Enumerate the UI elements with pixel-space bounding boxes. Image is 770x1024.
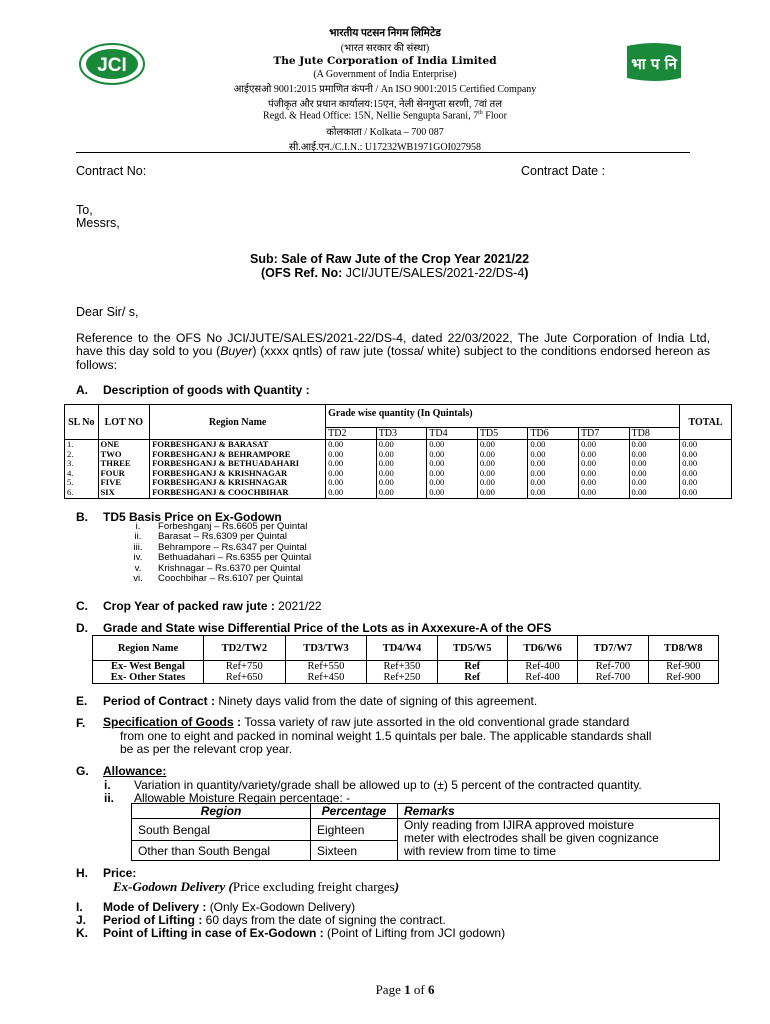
quantity-cell: 0.00	[578, 459, 629, 469]
hindi-govt-line: (भारत सरकार की संस्था)	[340, 43, 430, 54]
period-of-contract-text: Ninety days valid from the date of signing of this agreement.	[218, 694, 538, 708]
quantity-region: FORBESHGANJ & KRISHNAGAR	[150, 478, 326, 488]
diff-cell: Ref-700	[578, 661, 648, 673]
messrs-line: Messrs,	[76, 216, 120, 230]
quantity-cell: 0.00	[376, 450, 427, 460]
section-f-title: Specification of Goods	[103, 715, 234, 729]
quantity-lot: FOUR	[98, 469, 150, 479]
office-hindi: पंजीकृत और प्रधान कार्यालय:15एन, नेली सेनगुप्ता सरणी, 7वां तल	[268, 99, 502, 110]
section-h-letter: H.	[76, 866, 88, 880]
quantity-cell: 0.00	[427, 459, 478, 469]
quantity-cell: 0.00	[578, 488, 629, 498]
diff-header-3: TD4/W4	[367, 636, 437, 661]
grade-header-td6: TD6	[528, 428, 579, 440]
quantity-region: FORBESHGANJ & BETHUADAHARI	[150, 459, 326, 469]
quantity-region: FORBESHGANJ & KRISHNAGAR	[150, 469, 326, 479]
moisture-percentage-header: Percentage	[311, 804, 398, 819]
iso-english: / An ISO 9001:2015 Certified Company	[372, 84, 537, 95]
quantity-cell: 0.00	[629, 478, 680, 488]
diff-region: Ex- Other States	[93, 672, 204, 684]
quantity-lot: TWO	[98, 450, 150, 460]
remarks-line-2: meter with electrodes shall be given cognizance	[404, 831, 659, 845]
section-c-line	[103, 599, 322, 613]
diff-header-4: TD5/W5	[437, 636, 507, 661]
section-g-title: Allowance:	[103, 764, 167, 778]
hindi-company-name: भारतीय पटसन निगम लिमिटेड	[329, 28, 441, 39]
diff-cell: Ref-900	[648, 672, 718, 684]
jci-logo-text: JCI	[97, 55, 127, 76]
period-of-lifting-text: 60 days from the date of signing the contract.	[205, 913, 446, 927]
quantity-cell: 0.00	[528, 469, 579, 479]
quantity-cell: 0.00	[629, 469, 680, 479]
diff-cell: Ref+350	[367, 661, 437, 673]
section-i-title: Mode of Delivery :	[103, 900, 210, 914]
quantity-sl: 1.	[65, 440, 99, 450]
enterprise-line: (A Government of India Enterprise)	[313, 69, 457, 80]
quantity-cell: 0.00	[376, 478, 427, 488]
reference-text-1: Reference to the OFS No JCI/JUTE/SALES/2021-22/DS-4, dated 22/03/2022, The Jute Corporation of India Ltd, have this day sold to you (	[76, 331, 710, 359]
subject-line-1: Sub: Sale of Raw Jute of the Crop Year 2021/22	[250, 252, 530, 266]
moisture-region-other: Other than South Bengal	[132, 841, 311, 861]
section-a-title: Description of goods with Quantity :	[103, 383, 310, 397]
ofs-ref-value: JCI/JUTE/SALES/2021-22/DS-4	[345, 266, 525, 280]
diff-header-5: TD6/W6	[507, 636, 577, 661]
section-d-title: Grade and State wise Differential Price of the Lots as in Axxexure-A of the OFS	[103, 621, 552, 635]
grade-header-td8: TD8	[629, 428, 680, 440]
iso-line	[0, 81, 770, 95]
td5-price-text: Bethuadahari – Rs.6355 per Quintal	[158, 552, 312, 564]
quantity-cell: 0.00	[427, 488, 478, 498]
section-c-title: Crop Year of packed raw jute :	[103, 599, 279, 613]
diff-row	[93, 672, 719, 684]
quantity-cell: 0.00	[326, 459, 377, 469]
td5-price-text: Krishnagar – Rs.6370 per Quintal	[158, 562, 301, 574]
remarks-line-1: Only reading from IJIRA approved moisture	[404, 818, 635, 832]
diff-header-6: TD7/W7	[578, 636, 648, 661]
diff-cell: Ref-700	[578, 672, 648, 684]
quantity-cell: 0.00	[528, 478, 579, 488]
quantity-total: 0.00	[680, 450, 732, 460]
spec-line-2: from one to eight and packed in nominal weight 1.5 quintals per bale. The applicable standards shall	[120, 728, 652, 743]
moisture-region-south-bengal: South Bengal	[132, 819, 311, 841]
page-footer	[0, 982, 770, 998]
diff-header-7: TD8/W8	[648, 636, 718, 661]
quantity-cell: 0.00	[376, 488, 427, 498]
quantity-cell: 0.00	[528, 450, 579, 460]
quantity-cell: 0.00	[326, 478, 377, 488]
section-f-letter: F.	[76, 716, 86, 730]
td5-price-text: Forbeshganj – Rs.6605 per Quintal	[158, 521, 308, 532]
quantity-lot: THREE	[98, 459, 150, 469]
td5-price-text: Barasat – Rs.6309 per Quintal	[158, 531, 288, 543]
grade-quantity-header: Grade wise quantity (In Quintals)	[326, 405, 680, 428]
quantity-region: FORBESHGANJ & BEHRAMPORE	[150, 450, 326, 460]
differential-price-table	[92, 635, 719, 684]
quantity-cell: 0.00	[629, 488, 680, 498]
quantity-cell: 0.00	[477, 478, 528, 488]
section-j-title: Period of Lifting :	[103, 913, 206, 927]
allowance-ii-text: Allowable Moisture Regain percentage: -	[134, 791, 351, 805]
td5-price-text: Coochbihar – Rs.6107 per Quintal	[158, 573, 304, 585]
col-sl-header: SL No	[65, 405, 99, 440]
ex-godown-line	[113, 879, 399, 895]
moisture-pct-other: Sixteen	[311, 841, 398, 861]
td5-price-num: iv.	[133, 552, 143, 564]
section-d-letter: D.	[76, 621, 88, 635]
quantity-cell: 0.00	[629, 440, 680, 450]
quantity-lot: ONE	[98, 440, 150, 450]
to-line: To,	[76, 203, 93, 217]
td5-price-item	[118, 574, 311, 584]
salutation: Dear Sir/ s,	[76, 305, 139, 319]
quantity-cell: 0.00	[427, 478, 478, 488]
grade-header-td5: TD5	[477, 428, 528, 440]
td5-price-num: i.	[135, 521, 141, 532]
quantity-region: FORBESHGANJ & COOCHBIHAR	[150, 488, 326, 498]
allowance-i-num: i.	[104, 778, 111, 792]
section-k-title: Point of Lifting in case of Ex-Godown :	[103, 926, 327, 940]
moisture-pct-south-bengal: Eighteen	[311, 819, 398, 841]
diff-cell: Ref-400	[507, 661, 577, 673]
section-h-title: Price:	[103, 866, 137, 880]
quantity-total: 0.00	[680, 440, 732, 450]
diff-cell: Ref+750	[204, 661, 286, 673]
td5-price-list	[118, 522, 311, 584]
section-i-letter: I.	[76, 900, 83, 914]
quantity-cell: 0.00	[477, 469, 528, 479]
diff-cell: Ref	[437, 661, 507, 673]
quantity-cell: 0.00	[629, 459, 680, 469]
quantity-cell: 0.00	[376, 459, 427, 469]
diff-cell: Ref+650	[204, 672, 286, 684]
quantity-lot: SIX	[98, 488, 150, 498]
section-e-line	[103, 694, 537, 708]
td5-price-num: v.	[134, 562, 142, 574]
diff-cell: Ref-400	[507, 672, 577, 684]
spec-line-1: Tossa variety of raw jute assorted in the old conventional grade standard	[244, 715, 630, 729]
grade-header-td2: TD2	[326, 428, 377, 440]
diff-header-2: TD3/TW3	[285, 636, 367, 661]
buyer-word: Buyer	[220, 344, 253, 359]
quantity-cell: 0.00	[477, 488, 528, 498]
quantity-cell: 0.00	[528, 488, 579, 498]
section-c-letter: C.	[76, 599, 88, 613]
office-sup: th	[478, 110, 483, 116]
quantity-region: FORBESHGANJ & BARASAT	[150, 440, 326, 450]
section-k-line	[103, 926, 505, 940]
point-of-lifting-text: (Point of Lifting from JCI godown)	[327, 926, 506, 940]
quantity-cell: 0.00	[477, 450, 528, 460]
section-b-title: TD5 Basis Price on Ex-Godown	[103, 510, 282, 524]
quantity-cell: 0.00	[326, 440, 377, 450]
quantity-cell: 0.00	[427, 469, 478, 479]
quantity-total: 0.00	[680, 469, 732, 479]
quantity-cell: 0.00	[477, 459, 528, 469]
bhapni-logo-text: भा प नि	[631, 55, 677, 73]
contract-no-label: Contract No:	[76, 164, 147, 178]
allowance-i-text: Variation in quantity/variety/grade shall be allowed up to (±) 5 percent of the contracted quantity.	[134, 778, 642, 792]
section-e-letter: E.	[76, 694, 88, 708]
iso-hindi: आईएसओ 9001:2015 प्रमाणित कंपनी	[233, 84, 373, 95]
moisture-remarks-header: Remarks	[398, 804, 720, 819]
diff-region: Ex- West Bengal	[93, 661, 204, 673]
quantity-cell: 0.00	[427, 450, 478, 460]
section-a-letter: A.	[76, 383, 88, 397]
quantity-total: 0.00	[680, 459, 732, 469]
quantity-total: 0.00	[680, 488, 732, 498]
quantity-sl: 5.	[65, 478, 99, 488]
section-f-body	[103, 716, 743, 757]
quantity-cell: 0.00	[427, 440, 478, 450]
spec-line-3: be as per the relevant crop year.	[120, 742, 293, 756]
quantity-cell: 0.00	[326, 469, 377, 479]
section-g-letter: G.	[76, 764, 89, 778]
quantity-cell: 0.00	[477, 440, 528, 450]
quantity-cell: 0.00	[578, 478, 629, 488]
crop-year-value: 2021/22	[278, 599, 322, 613]
moisture-region-header: Region	[132, 804, 311, 819]
quantity-sl: 4.	[65, 469, 99, 479]
grade-header-td7: TD7	[578, 428, 629, 440]
td5-price-num: iii.	[133, 541, 143, 553]
ofs-ref-label: (OFS Ref. No:	[261, 266, 346, 280]
page-number: 1	[404, 982, 411, 997]
page-label: Page	[375, 982, 405, 997]
quantity-total: 0.00	[680, 478, 732, 488]
col-total-header: TOTAL	[680, 405, 732, 440]
grade-header-td3: TD3	[376, 428, 427, 440]
diff-cell: Ref-900	[648, 661, 718, 673]
ex-godown-delivery: Ex-Godown Delivery (	[113, 879, 233, 894]
section-e-title: Period of Contract :	[103, 694, 219, 708]
col-region-header: Region Name	[150, 405, 326, 440]
td5-price-text: Behrampore – Rs.6347 per Quintal	[158, 541, 307, 553]
ofs-ref-close: )	[524, 266, 529, 280]
quantity-cell: 0.00	[578, 469, 629, 479]
quantity-cell: 0.00	[528, 440, 579, 450]
price-excluding-freight: Price excluding freight charges	[232, 879, 395, 894]
contract-date-label: Contract Date :	[521, 164, 606, 178]
quantity-cell: 0.00	[326, 488, 377, 498]
diff-cell: Ref	[437, 672, 507, 684]
quantity-table	[64, 404, 732, 499]
col-lot-header: LOT NO	[98, 405, 150, 440]
quantity-sl: 2.	[65, 450, 99, 460]
mode-of-delivery-text: (Only Ex-Godown Delivery)	[209, 900, 356, 914]
page-of: of	[410, 982, 428, 997]
cin-line: सी.आई.एन./C.I.N.: U17232WB1971GOI027958	[289, 142, 481, 153]
section-b-letter: B.	[76, 510, 88, 524]
english-company-name: The Jute Corporation of India Limited	[273, 55, 497, 67]
section-j-letter: J.	[76, 913, 87, 927]
diff-row	[93, 661, 719, 673]
quantity-cell: 0.00	[326, 450, 377, 460]
ex-godown-close: )	[394, 879, 400, 894]
grade-header-td4: TD4	[427, 428, 478, 440]
diff-header-1: TD2/TW2	[204, 636, 286, 661]
section-f-colon: :	[233, 715, 245, 729]
quantity-lot: FIVE	[98, 478, 150, 488]
moisture-regain-table	[131, 803, 720, 861]
city-line: कोलकाता / Kolkata – 700 087	[326, 127, 444, 138]
diff-cell: Ref+450	[285, 672, 367, 684]
quantity-sl: 3.	[65, 459, 99, 469]
quantity-cell: 0.00	[376, 440, 427, 450]
diff-cell: Ref+550	[285, 661, 367, 673]
office-floor: Floor	[482, 110, 507, 122]
moisture-remarks	[398, 819, 720, 861]
section-k-letter: K.	[76, 926, 88, 940]
office-english-text: Regd. & Head Office: 15N, Nellie Sengupta Sarani, 7	[263, 110, 479, 122]
quantity-cell: 0.00	[578, 440, 629, 450]
remarks-line-3: with review from time to time	[404, 844, 557, 858]
subject-line-2	[261, 267, 528, 281]
reference-paragraph	[76, 332, 710, 372]
td5-price-num: ii.	[134, 531, 142, 543]
quantity-cell: 0.00	[578, 450, 629, 460]
quantity-cell: 0.00	[376, 469, 427, 479]
office-english	[0, 110, 770, 121]
section-i-line	[103, 900, 355, 914]
quantity-sl: 6.	[65, 488, 99, 498]
diff-cell: Ref+250	[367, 672, 437, 684]
quantity-cell: 0.00	[629, 450, 680, 460]
diff-header-0: Region Name	[93, 636, 204, 661]
header-divider	[76, 152, 690, 153]
td5-price-num: vi.	[133, 573, 143, 585]
reference-text-2: ) (xxxx qntls) of raw jute (tossa/ white) subject to the conditions endorsed hereon as follows:	[76, 344, 710, 372]
page-total: 6	[427, 982, 435, 997]
quantity-row	[65, 488, 732, 498]
quantity-cell: 0.00	[528, 459, 579, 469]
allowance-ii-num: ii.	[104, 791, 115, 805]
section-j-line	[103, 913, 446, 927]
